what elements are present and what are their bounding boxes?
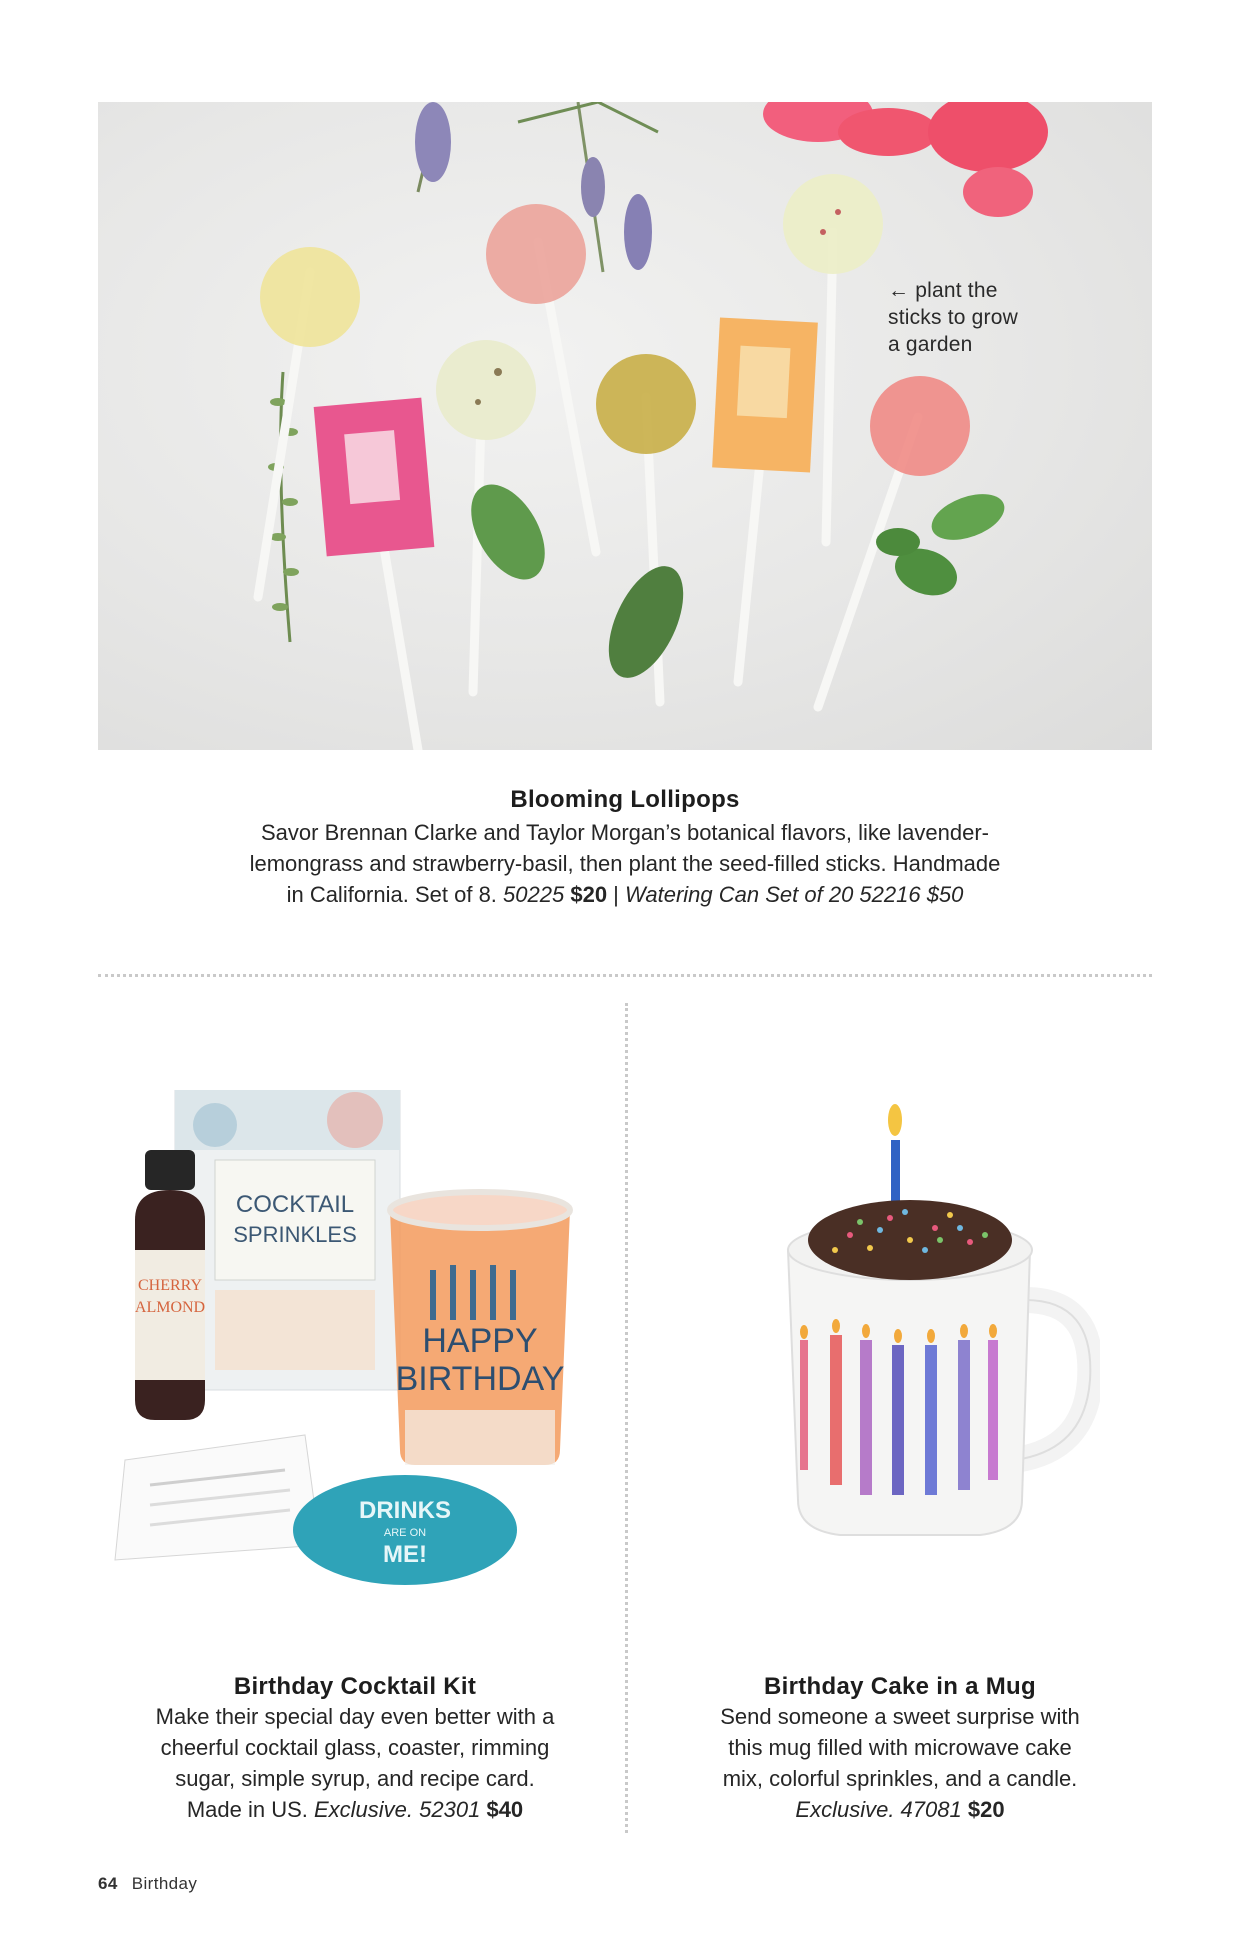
glass-text: HAPPY — [422, 1322, 538, 1360]
callout-line: a garden — [888, 333, 973, 356]
lollipops-photo — [98, 102, 1152, 750]
coaster-text: ARE ON — [383, 1527, 427, 1539]
vertical-divider — [625, 1003, 628, 1833]
bottle-label: ALMOND — [134, 1299, 206, 1316]
product-price-line — [150, 879, 1100, 910]
lollipops-product-info — [150, 786, 1100, 910]
horizontal-divider — [98, 974, 1152, 977]
sprinkles-packet — [175, 1090, 400, 1390]
product-title: Birthday Cocktail Kit — [233, 1673, 477, 1700]
product-price-line — [640, 1794, 1160, 1825]
product-title: Blooming Lollipops — [510, 786, 740, 813]
callout-line: sticks to grow — [888, 306, 1018, 329]
cake-mug-product-info — [640, 1673, 1160, 1825]
price: $40 — [486, 1797, 524, 1822]
packet-label: COCKTAIL — [235, 1191, 355, 1218]
page-footer — [98, 1874, 197, 1894]
bottle-label: CHERRY — [137, 1277, 203, 1294]
coaster-text: DRINKS — [358, 1497, 452, 1524]
item-number: 50225 — [503, 882, 565, 907]
product-description-line: cheerful cocktail glass, coaster, rimming — [160, 1735, 550, 1760]
glass-text: BIRTHDAY — [395, 1360, 565, 1398]
product-description-line: Make their special day even better with a — [155, 1704, 555, 1729]
product-price-line — [100, 1794, 610, 1825]
coaster-text: ME! — [383, 1541, 427, 1568]
price: $20 — [570, 882, 608, 907]
item-number: Exclusive. 47081 — [795, 1797, 962, 1822]
item-number: Exclusive. 52301 — [314, 1797, 481, 1822]
product-description-line: lemongrass and strawberry-basil, then plant the seed-filled sticks. Handmade — [249, 851, 1001, 876]
alt-offer: Watering Can Set of 20 52216 $50 — [625, 882, 964, 907]
recipe-card — [115, 1435, 320, 1560]
product-description-line: Savor Brennan Clarke and Taylor Morgan’s botanical flavors, like lavender- — [260, 820, 989, 845]
cake-mug-photo — [760, 1100, 1100, 1540]
cocktail-kit-photo — [105, 1090, 615, 1600]
section-name: Birthday — [131, 1874, 198, 1893]
callout-line: ← plant the — [888, 279, 998, 302]
product-description-line: Send someone a sweet surprise with — [720, 1704, 1080, 1729]
separator: | — [607, 882, 626, 907]
cocktail-kit-product-info — [100, 1673, 610, 1825]
price: $20 — [967, 1797, 1005, 1822]
plant-sticks-callout — [888, 277, 1088, 358]
birthday-glass — [390, 1192, 570, 1465]
product-description-line: this mug filled with microwave cake — [728, 1735, 1072, 1760]
seed-packets — [314, 318, 818, 557]
coaster — [293, 1475, 517, 1585]
price-prefix: in California. Set of 8. — [286, 882, 504, 907]
price-prefix: Made in US. — [186, 1797, 314, 1822]
product-title: Birthday Cake in a Mug — [764, 1673, 1036, 1700]
product-description-line: sugar, simple syrup, and recipe card. — [175, 1766, 535, 1791]
sprinkled-cake — [808, 1200, 1012, 1280]
herb-leaves — [456, 472, 1011, 689]
page-number: 64 — [98, 1874, 118, 1893]
product-description-line: mix, colorful sprinkles, and a candle. — [722, 1766, 1078, 1791]
packet-label: SPRINKLES — [233, 1222, 357, 1247]
